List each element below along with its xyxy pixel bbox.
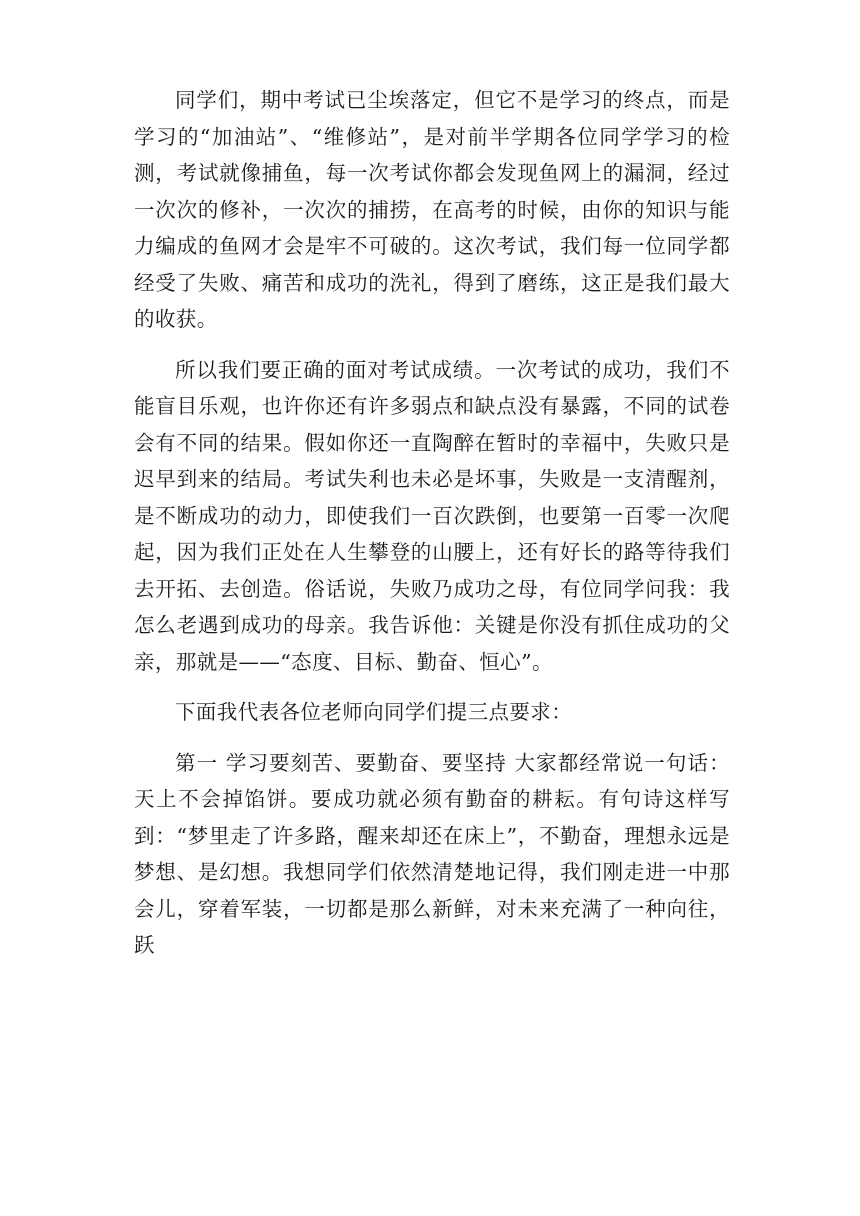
- paragraph-4: 第一 学习要刻苦、要勤奋、要坚持 大家都经常说一句话：天上不会掉馅饼。要成功就必须有勤奋的耕耘。有句诗这样写到：“梦里走了许多路，醒来却还在床上”，不勤奋，理想永远是梦想、是幻想。我想同学们依然清楚地记得，我们刚走进一中那会儿，穿着军装，一切都是那么新鲜，对未来充满了一种向往，跃: [134, 750, 730, 957]
- paragraph-2: 所以我们要正确的面对考试成绩。一次考试的成功，我们不能盲目乐观，也许你还有许多弱点和缺点没有暴露，不同的试卷会有不同的结果。假如你还一直陶醉在暂时的幸福中，失败只是迟早到来的结局。考试失利也未必是坏事，失败是一支清醒剂，是不断成功的动力，即使我们一百次跌倒，也要第一百零一次爬起，因为我们正处在人生攀登的山腰上，还有好长的路等待我们去开拓、去创造。俗话说，失败乃成功之母，有位同学问我：我怎么老遇到成功的母亲。我告诉他：关键是你没有抓住成功的父亲，那就是——“态度、目标、勤奋、恒心”。: [134, 357, 730, 674]
- paragraph-1: 同学们，期中考试已尘埃落定，但它不是学习的终点，而是学习的“加油站”、“维修站”，是对前半学期各位同学学习的检测，考试就像捕鱼，每一次考试你都会发现鱼网上的漏洞，经过一次次的修补，一次次的捕捞，在高考的时候，由你的知识与能力编成的鱼网才会是牢不可破的。这次考试，我们每一位同学都经受了失败、痛苦和成功的洗礼，得到了磨练，这正是我们最大的收获。: [134, 88, 730, 331]
- paragraph-3: 下面我代表各位老师向同学们提三点要求：: [175, 700, 573, 724]
